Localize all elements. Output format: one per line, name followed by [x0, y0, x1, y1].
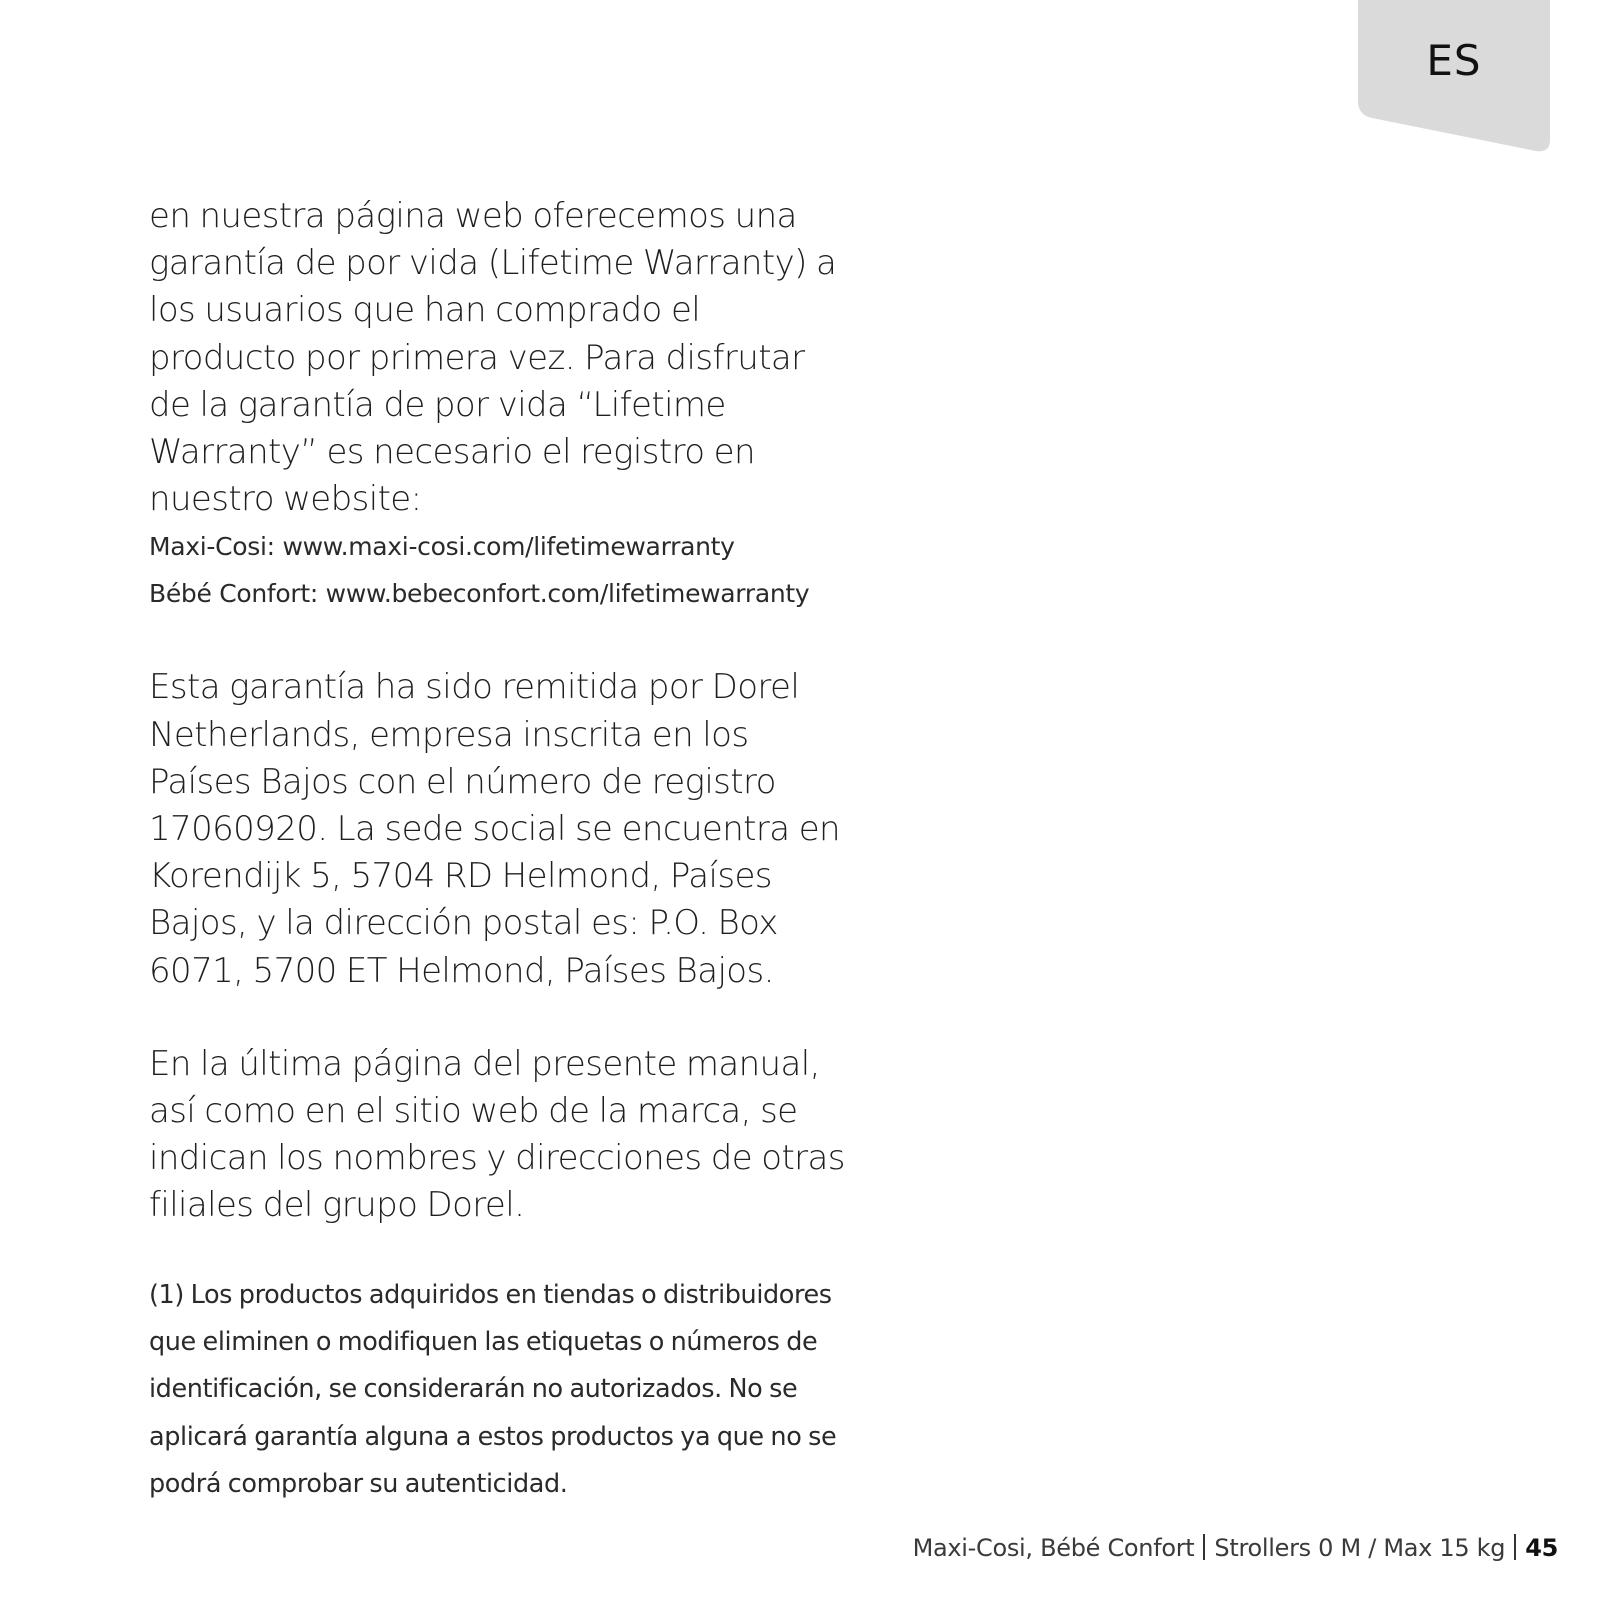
footer-divider — [1203, 1534, 1205, 1560]
footer-product: Strollers 0 M / Max 15 kg — [1214, 1534, 1506, 1562]
document-body — [149, 193, 849, 1508]
subsidiaries-paragraph: En la última página del presente manual, así como en el sitio web de la marca, se indican los nombres y direcciones de otras filiales del grupo Dorel. — [149, 1043, 845, 1226]
page-number: 45 — [1525, 1534, 1558, 1562]
spacer — [149, 1230, 849, 1272]
footer-divider — [1514, 1534, 1516, 1560]
bebe-confort-link[interactable]: Bébé Confort: www.bebeconfort.com/lifetimewarranty — [149, 579, 810, 609]
footnote: (1) Los productos adquiridos en tiendas o distribuidores que eliminen o modifiquen las etiquetas o números de identificación, se considerarán no autorizados. No se aplicará garantía alguna a estos productos ya que no se podrá comprobar su autenticidad. — [149, 1279, 837, 1499]
spacer — [149, 995, 849, 1041]
spacer — [149, 617, 849, 664]
warranty-links — [149, 523, 849, 617]
language-tab — [1358, 0, 1550, 152]
language-label: ES — [1426, 36, 1482, 85]
company-info-paragraph: Esta garantía ha sido remitida por Dorel Netherlands, empresa inscrita en los Países Bajos con el número de registro 17060920. La sede social se encuentra en Korendijk 5, 5704 RD Helmond, Países Bajos, y la dirección postal es: P.O. Box 6071, 5700 ET Helmond, Países Bajos. — [149, 667, 840, 991]
maxi-cosi-link[interactable]: Maxi-Cosi: www.maxi-cosi.com/lifetimewarranty — [149, 532, 735, 562]
warranty-intro-paragraph: en nuestra página web oferecemos una garantía de por vida (Lifetime Warranty) a los usuarios que han comprado el producto por primera vez. Para disfrutar de la garantía de por vida “Lifetime Warranty” es necesario el registro en nuestro website: — [149, 196, 837, 520]
footer-brand: Maxi-Cosi, Bébé Confort — [912, 1534, 1195, 1562]
page-footer — [913, 1534, 1558, 1562]
